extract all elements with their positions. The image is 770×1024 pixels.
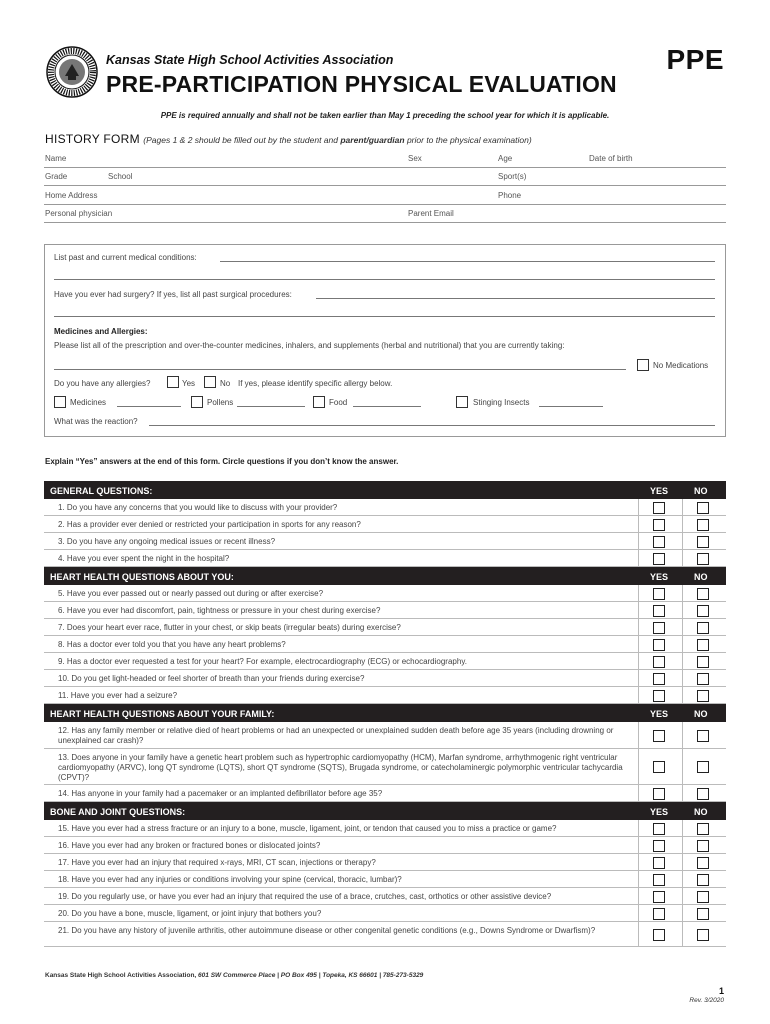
yes-checkbox[interactable] xyxy=(653,840,665,852)
question-row xyxy=(44,837,726,854)
question-row xyxy=(44,670,726,687)
reaction-line[interactable] xyxy=(149,425,715,426)
question-row xyxy=(44,871,726,888)
no-checkbox[interactable] xyxy=(697,690,709,702)
question-row xyxy=(44,499,726,516)
medical-conditions-line-2[interactable] xyxy=(54,279,715,280)
section-header xyxy=(44,802,726,820)
question-row xyxy=(44,749,726,785)
section-header xyxy=(44,704,726,722)
sex-field[interactable]: Sex xyxy=(408,154,422,163)
yes-checkbox[interactable] xyxy=(653,730,665,742)
yes-checkbox[interactable] xyxy=(653,588,665,600)
yes-checkbox[interactable] xyxy=(653,519,665,531)
section-title: GENERAL QUESTIONS: xyxy=(50,486,153,496)
field-row-grade xyxy=(44,168,726,186)
explain-instructions: Explain “Yes” answers at the end of this form. Circle questions if you don’t know the answer. xyxy=(45,457,399,466)
pollens-allergy-checkbox[interactable] xyxy=(191,396,203,408)
yes-checkbox[interactable] xyxy=(653,622,665,634)
kshsaa-seal-logo xyxy=(46,46,98,98)
yes-checkbox[interactable] xyxy=(653,502,665,514)
question-row xyxy=(44,854,726,871)
home-address-field[interactable]: Home Address xyxy=(45,191,98,200)
yes-column-header: YES xyxy=(650,709,669,719)
question-text: 15. Have you ever had a stress fracture or an injury to a bone, muscle, ligament, joint, or tendon that caused you to miss a practice or game? xyxy=(58,824,557,833)
no-checkbox[interactable] xyxy=(697,840,709,852)
section-header xyxy=(44,481,726,499)
question-text: 11. Have you ever had a seizure? xyxy=(58,691,178,700)
medicines-allergy-label: Medicines xyxy=(70,398,107,407)
question-row xyxy=(44,820,726,837)
question-text: 14. Has anyone in your family had a pacemaker or an implanted defibrillator before age 35? xyxy=(58,789,383,798)
stinging-insects-label: Stinging Insects xyxy=(473,398,530,407)
yes-checkbox[interactable] xyxy=(653,929,665,941)
pollens-allergy-line[interactable] xyxy=(237,406,305,407)
age-field[interactable]: Age xyxy=(498,154,513,163)
question-text: 2. Has a provider ever denied or restricted your participation in sports for any reason? xyxy=(58,520,361,529)
grade-field[interactable]: Grade xyxy=(45,172,68,181)
no-checkbox[interactable] xyxy=(697,639,709,651)
history-form-heading xyxy=(45,132,532,146)
ppe-badge: PPE xyxy=(666,44,724,75)
question-text: 16. Have you ever had any broken or fractured bones or dislocated joints? xyxy=(58,841,321,850)
history-form-title: HISTORY FORM xyxy=(45,132,140,146)
yes-column-header: YES xyxy=(650,807,669,817)
question-text: 6. Have you ever had discomfort, pain, tightness or pressure in your chest during exercise? xyxy=(58,606,381,615)
no-checkbox[interactable] xyxy=(697,891,709,903)
medicines-line[interactable] xyxy=(54,369,626,370)
question-text: 4. Have you ever spent the night in the hospital? xyxy=(58,554,230,563)
question-row xyxy=(44,785,726,802)
yes-checkbox[interactable] xyxy=(653,656,665,668)
medicines-allergy-checkbox[interactable] xyxy=(54,396,66,408)
question-text: 13. Does anyone in your family have a genetic heart problem such as hypertrophic cardiomyopathy (HCM), Marfan syndrome, arrhythmogenic right ventricular cardiomyopathy (ARVC), long QT syndrome (LQTS), short QT syndrome (SQTS), Brugada syndrome, or catecholaminergic polymorphic ventricular tachycardia (CPVT)? xyxy=(58,753,623,782)
no-checkbox[interactable] xyxy=(697,673,709,685)
allergies-no-label: No xyxy=(220,379,231,388)
organization-name: Kansas State High School Activities Association xyxy=(106,53,394,67)
question-text: 18. Have you ever had any injuries or conditions involving your spine (cervical, thoracic, lumbar)? xyxy=(58,875,402,884)
yes-column-header: YES xyxy=(650,486,669,496)
footer-address: Kansas State High School Activities Association, 601 SW Commerce Place | PO Box 495 | Topeka, KS 66601 | 785-273-5329 xyxy=(45,972,424,979)
allergy-identify-note: If yes, please identify specific allergy below. xyxy=(238,379,393,388)
yes-checkbox[interactable] xyxy=(653,908,665,920)
no-checkbox[interactable] xyxy=(697,536,709,548)
yes-checkbox[interactable] xyxy=(653,891,665,903)
question-row xyxy=(44,585,726,602)
questions-table xyxy=(44,481,726,947)
page-title: PRE-PARTICIPATION PHYSICAL EVALUATION xyxy=(106,71,617,97)
medicines-prompt: Please list all of the prescription and over-the-counter medicines, inhalers, and supplements (herbal and nutritional) that you are currently taking: xyxy=(54,341,565,350)
no-checkbox[interactable] xyxy=(697,502,709,514)
yes-column-header: YES xyxy=(650,572,669,582)
question-row xyxy=(44,516,726,533)
no-checkbox[interactable] xyxy=(697,788,709,800)
yes-checkbox[interactable] xyxy=(653,673,665,685)
surgery-label: Have you ever had surgery? If yes, list all past surgical procedures: xyxy=(54,290,292,299)
field-row-name xyxy=(44,150,726,168)
question-text: 1. Do you have any concerns that you would like to discuss with your provider? xyxy=(58,503,338,512)
question-text: 19. Do you regularly use, or have you ever had an injury that required the use of a brace, crutches, cast, orthotics or other assistive device? xyxy=(58,892,552,901)
medicines-allergy-line[interactable] xyxy=(117,406,181,407)
date-of-birth-field[interactable]: Date of birth xyxy=(589,154,633,163)
no-checkbox[interactable] xyxy=(697,588,709,600)
no-checkbox[interactable] xyxy=(697,823,709,835)
sports-field[interactable]: Sport(s) xyxy=(498,172,527,181)
no-checkbox[interactable] xyxy=(697,857,709,869)
page-number: 1 xyxy=(718,986,724,996)
section-title: HEART HEALTH QUESTIONS ABOUT YOU: xyxy=(50,572,234,582)
no-checkbox[interactable] xyxy=(697,605,709,617)
question-row xyxy=(44,922,726,947)
medical-conditions-label: List past and current medical conditions: xyxy=(54,253,197,262)
yes-checkbox[interactable] xyxy=(653,553,665,565)
allergies-no-checkbox[interactable] xyxy=(204,376,216,388)
question-row xyxy=(44,722,726,749)
question-row xyxy=(44,653,726,670)
no-checkbox[interactable] xyxy=(697,908,709,920)
allergies-yes-label: Yes xyxy=(182,379,196,388)
yes-checkbox[interactable] xyxy=(653,788,665,800)
food-allergy-label: Food xyxy=(329,398,348,407)
section-header xyxy=(44,567,726,585)
question-text: 21. Do you have any history of juvenile arthritis, other autoimmune disease or other congenital genetic conditions (e.g., Downs Syndrome or Dwarfism)? xyxy=(58,926,596,935)
question-row xyxy=(44,636,726,653)
question-row xyxy=(44,550,726,567)
reaction-label: What was the reaction? xyxy=(54,417,138,426)
yes-checkbox[interactable] xyxy=(653,536,665,548)
stinging-insects-line[interactable] xyxy=(539,406,603,407)
field-row-address xyxy=(44,187,726,205)
no-checkbox[interactable] xyxy=(697,874,709,886)
question-text: 8. Has a doctor ever told you that you have any heart problems? xyxy=(58,640,286,649)
pollens-allergy-label: Pollens xyxy=(207,398,234,407)
no-column-header: NO xyxy=(694,572,708,582)
personal-physician-field[interactable]: Personal physician xyxy=(45,209,113,218)
section-title: HEART HEALTH QUESTIONS ABOUT YOUR FAMILY: xyxy=(50,709,275,719)
question-row xyxy=(44,533,726,550)
question-text: 3. Do you have any ongoing medical issues or recent illness? xyxy=(58,537,276,546)
yes-checkbox[interactable] xyxy=(653,857,665,869)
allergies-question: Do you have any allergies? xyxy=(54,379,151,388)
question-row xyxy=(44,905,726,922)
no-checkbox[interactable] xyxy=(697,761,709,773)
no-medications-checkbox[interactable] xyxy=(637,359,649,371)
yes-checkbox[interactable] xyxy=(653,761,665,773)
no-checkbox[interactable] xyxy=(697,519,709,531)
no-column-header: NO xyxy=(694,486,708,496)
question-text: 12. Has any family member or relative died of heart problems or had an unexpected or unexplained sudden death before age 35 years (including drowning or unexplained car crash)? xyxy=(58,726,614,745)
medical-history-box xyxy=(44,244,726,437)
medical-conditions-line[interactable] xyxy=(220,261,715,262)
no-checkbox[interactable] xyxy=(697,553,709,565)
surgery-line-2[interactable] xyxy=(54,316,715,317)
no-column-header: NO xyxy=(694,807,708,817)
yes-checkbox[interactable] xyxy=(653,823,665,835)
no-checkbox[interactable] xyxy=(697,730,709,742)
question-row xyxy=(44,619,726,636)
school-field[interactable]: School xyxy=(108,172,133,181)
question-text: 5. Have you ever passed out or nearly passed out during or after exercise? xyxy=(58,589,324,598)
no-checkbox[interactable] xyxy=(697,656,709,668)
section-title: BONE AND JOINT QUESTIONS: xyxy=(50,807,186,817)
name-field[interactable]: Name xyxy=(45,154,67,163)
question-text: 17. Have you ever had an injury that required x-rays, MRI, CT scan, injections or therapy? xyxy=(58,858,376,867)
question-row xyxy=(44,888,726,905)
allergies-yes-checkbox[interactable] xyxy=(167,376,179,388)
question-row xyxy=(44,687,726,704)
surgery-line[interactable] xyxy=(316,298,715,299)
history-form-instructions: (Pages 1 & 2 should be filled out by the student and parent/guardian prior to the physical examination) xyxy=(143,135,532,145)
phone-field[interactable]: Phone xyxy=(498,191,522,200)
no-column-header: NO xyxy=(694,709,708,719)
medicines-allergies-heading: Medicines and Allergies: xyxy=(54,327,148,336)
food-allergy-line[interactable] xyxy=(353,406,421,407)
no-checkbox[interactable] xyxy=(697,622,709,634)
yes-checkbox[interactable] xyxy=(653,605,665,617)
yes-checkbox[interactable] xyxy=(653,639,665,651)
question-text: 7. Does your heart ever race, flutter in your chest, or skip beats (irregular beats) during exercise? xyxy=(58,623,401,632)
yes-checkbox[interactable] xyxy=(653,874,665,886)
question-row xyxy=(44,602,726,619)
yes-checkbox[interactable] xyxy=(653,690,665,702)
question-text: 20. Do you have a bone, muscle, ligament, or joint injury that bothers you? xyxy=(58,909,322,918)
no-checkbox[interactable] xyxy=(697,929,709,941)
no-medications-label: No Medications xyxy=(653,361,709,370)
annual-requirement-note: PPE is required annually and shall not be taken earlier than May 1 preceding the school year for which it is applicable. xyxy=(160,111,610,120)
stinging-insects-checkbox[interactable] xyxy=(456,396,468,408)
question-text: 10. Do you get light-headed or feel shorter of breath than your friends during exercise? xyxy=(58,674,365,683)
revision-date: Rev. 3/2020 xyxy=(689,997,724,1004)
question-text: 9. Has a doctor ever requested a test for your heart? For example, electrocardiography (ECG) or echocardiography. xyxy=(58,657,467,666)
parent-email-field[interactable]: Parent Email xyxy=(408,209,454,218)
food-allergy-checkbox[interactable] xyxy=(313,396,325,408)
field-row-physician xyxy=(44,205,726,223)
